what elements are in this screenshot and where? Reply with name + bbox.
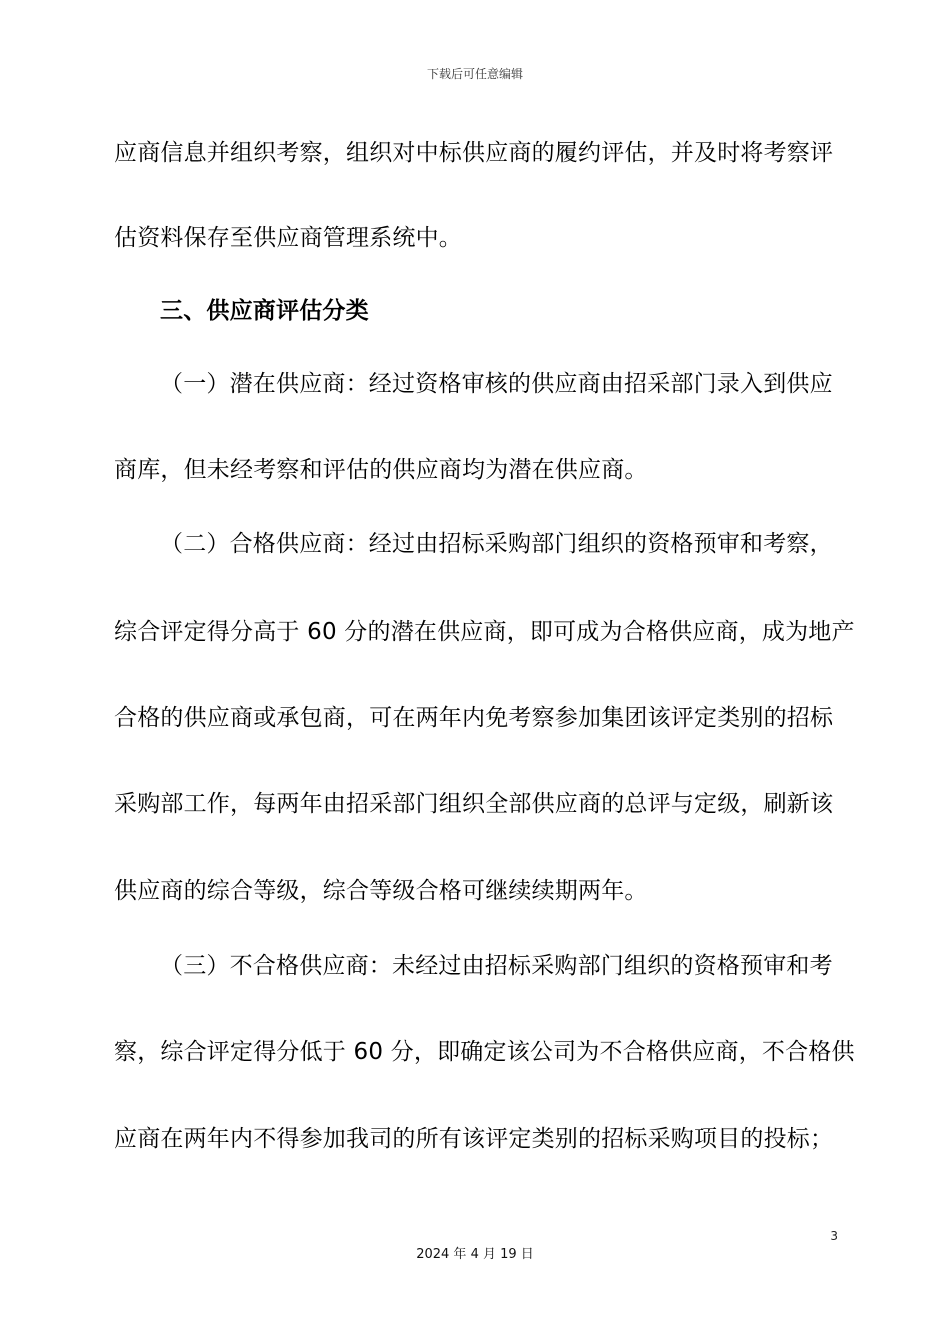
body-line: （一）潜在供应商：经过资格审核的供应商由招采部门录入到供应 (160, 371, 833, 397)
footer-date: 2024 年 4 月 19 日 (416, 1247, 534, 1262)
body-line: 估资料保存至供应商管理系统中。 (114, 225, 462, 251)
header-note: 下载后可任意编辑 (426, 67, 523, 81)
body-line: 供应商的综合等级，综合等级合格可继续续期两年。 (114, 878, 648, 904)
section-heading: 三、供应商评估分类 (160, 298, 369, 324)
page-number: 3 (830, 1229, 838, 1243)
body-line: 采购部工作，每两年由招采部门组织全部供应商的总评与定级，刷新该 (114, 791, 834, 817)
body-line: 综合评定得分高于 60 分的潜在供应商，即可成为合格供应商，成为地产 (114, 619, 855, 645)
body-line: 应商信息并组织考察，组织对中标供应商的履约评估，并及时将考察评 (114, 140, 834, 166)
body-line: 商库，但未经考察和评估的供应商均为潜在供应商。 (114, 457, 648, 483)
body-line: （二）合格供应商：经过由招标采购部门组织的资格预审和考察， (160, 531, 833, 557)
body-line: 合格的供应商或承包商，可在两年内免考察参加集团该评定类别的招标 (114, 705, 834, 731)
body-line: 应商在两年内不得参加我司的所有该评定类别的招标采购项目的投标； (114, 1126, 834, 1152)
body-line: 察，综合评定得分低于 60 分，即确定该公司为不合格供应商，不合格供 (114, 1039, 855, 1065)
body-line: （三）不合格供应商：未经过由招标采购部门组织的资格预审和考 (160, 953, 833, 979)
